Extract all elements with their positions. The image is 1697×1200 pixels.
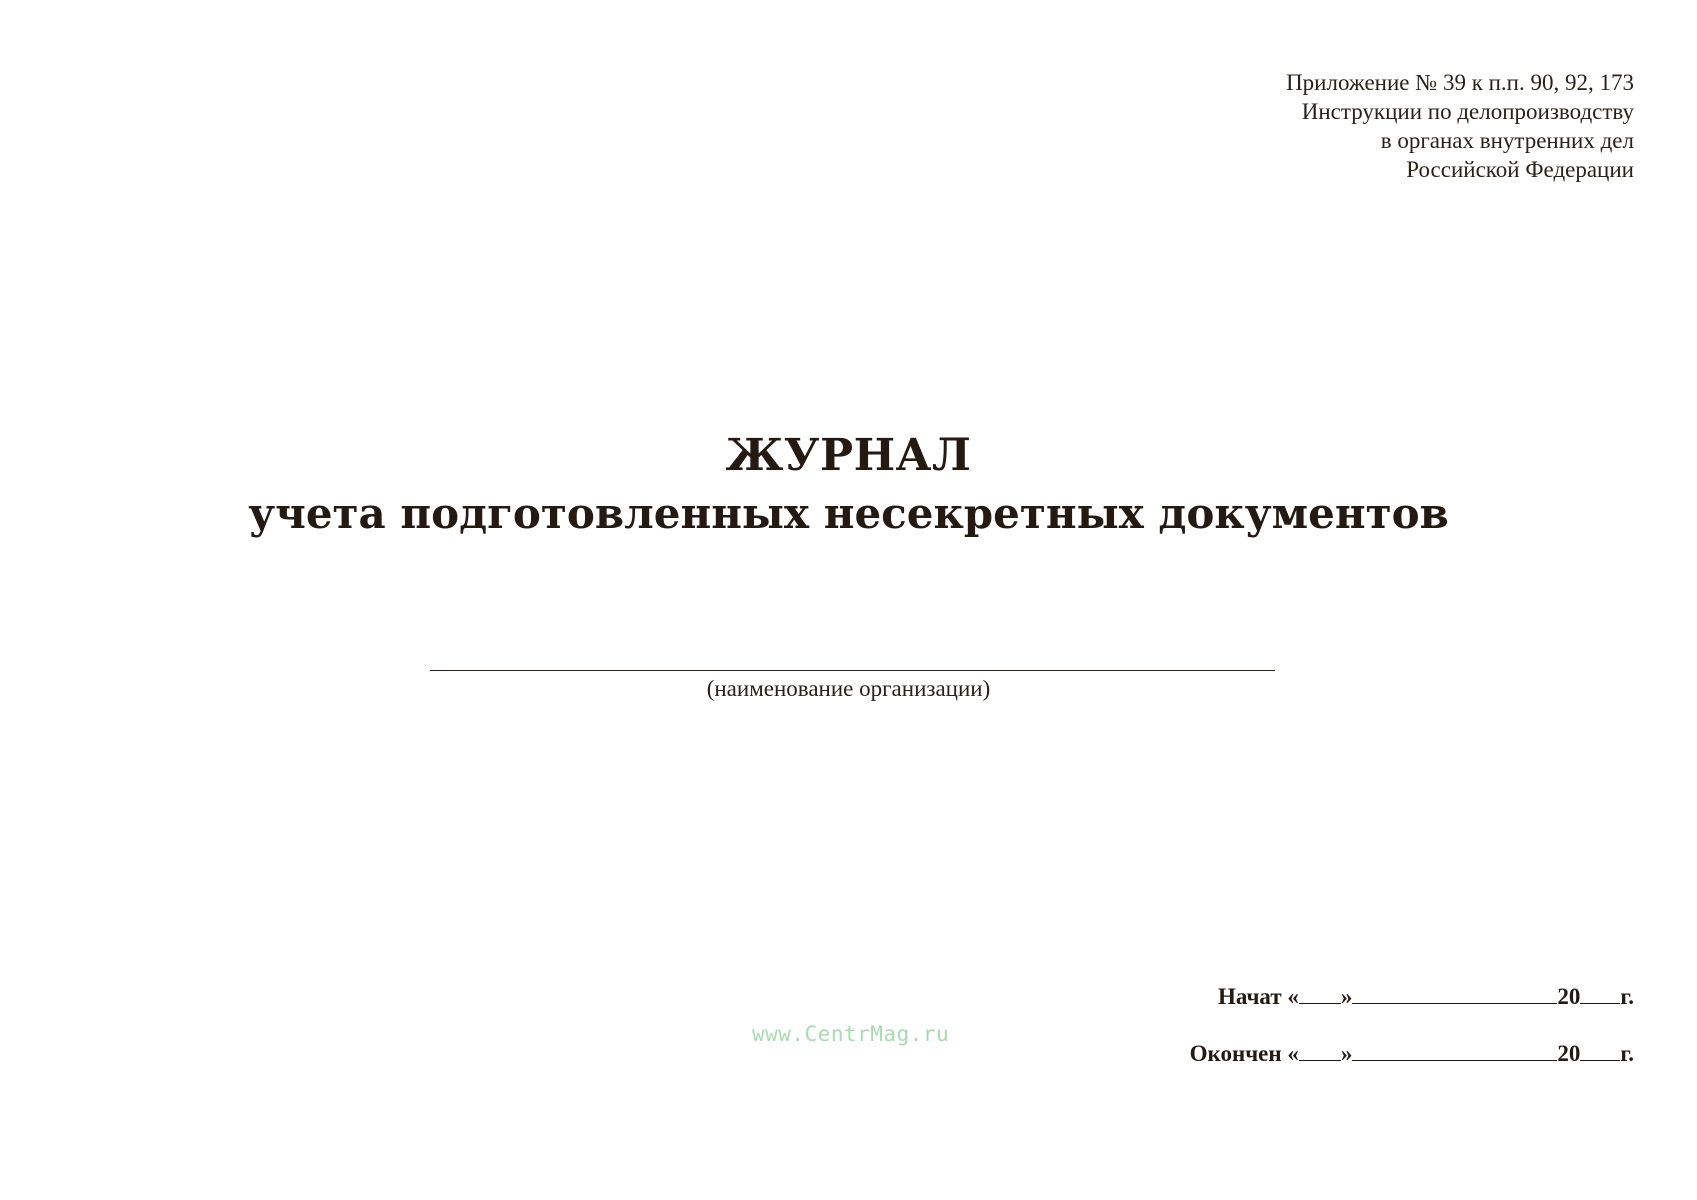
title-main: ЖУРНАЛ bbox=[725, 430, 972, 481]
appendix-line: Инструкции по делопроизводству bbox=[1301, 99, 1634, 124]
century: 20 bbox=[1557, 1041, 1581, 1066]
appendix-line: в органах внутренних дел bbox=[1380, 128, 1634, 153]
organization-name-line bbox=[430, 670, 1275, 671]
appendix-reference bbox=[1286, 68, 1634, 184]
century: 20 bbox=[1557, 984, 1581, 1009]
title-subtitle: учета подготовленных несекретных документов bbox=[248, 489, 1449, 538]
appendix-line: Приложение № 39 к п.п. 90, 92, 173 bbox=[1286, 70, 1634, 95]
open-quote: « bbox=[1287, 984, 1299, 1009]
document-title bbox=[0, 428, 1697, 544]
open-quote: « bbox=[1287, 1041, 1299, 1066]
site-watermark: www.CentrMag.ru bbox=[752, 1022, 950, 1046]
year-blank bbox=[1580, 1042, 1620, 1061]
organization-name-caption: (наименование организации) bbox=[706, 676, 991, 701]
day-blank bbox=[1299, 1042, 1341, 1061]
close-quote: » bbox=[1340, 1041, 1353, 1066]
appendix-line: Российской Федерации bbox=[1406, 157, 1634, 182]
journal-dates bbox=[1190, 982, 1634, 1069]
close-quote: » bbox=[1340, 984, 1353, 1009]
date-started-row bbox=[1190, 982, 1634, 1012]
date-ended-label: Окончен bbox=[1189, 1041, 1282, 1066]
year-suffix: г. bbox=[1620, 1041, 1634, 1066]
date-ended-row bbox=[1190, 1039, 1634, 1069]
month-blank bbox=[1352, 1042, 1557, 1061]
day-blank bbox=[1299, 985, 1341, 1004]
year-suffix: г. bbox=[1620, 984, 1634, 1009]
month-blank bbox=[1352, 985, 1557, 1004]
date-started-label: Начат bbox=[1217, 984, 1282, 1009]
year-blank bbox=[1580, 985, 1620, 1004]
